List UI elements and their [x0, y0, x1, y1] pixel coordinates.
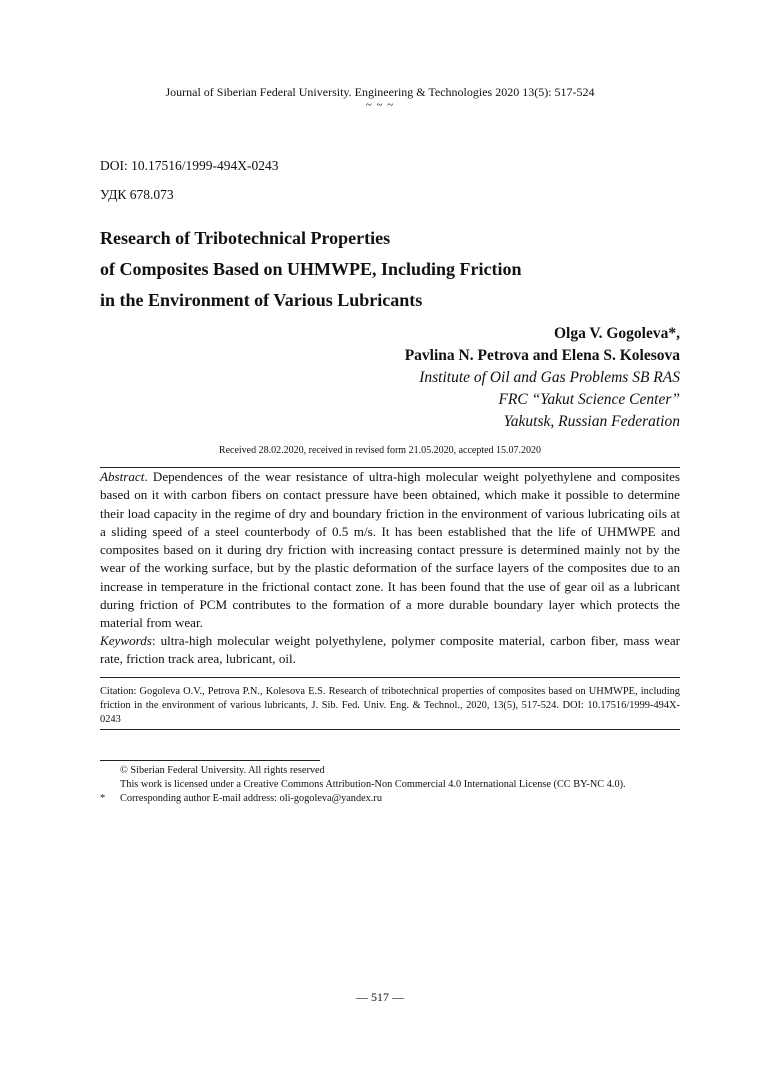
author-line: Olga V. Gogoleva*,: [553, 325, 680, 342]
affiliation-line: Institute of Oil and Gas Problems SB RAS: [419, 369, 680, 386]
title-line: Research of Tribotechnical Properties: [100, 228, 391, 248]
author-block: [405, 323, 680, 433]
asterisk-mark: *: [100, 793, 106, 805]
footnote-divider: [100, 760, 320, 761]
doi: DOI: 10.17516/1999-494X-0243: [100, 158, 279, 173]
author-line: Pavlina N. Petrova and Elena S. Kolesova: [404, 347, 680, 364]
journal-header: Journal of Siberian Federal University. Engineering & Technologies 2020 13(5): 517-524: [165, 85, 595, 99]
article-title: [100, 223, 522, 316]
keywords: [100, 632, 680, 669]
footnote-row: [100, 764, 700, 778]
affiliation-line: Yakutsk, Russian Federation: [503, 413, 680, 430]
license-notice: This work is licensed under a Creative Commons Attribution-Non Commercial 4.0 International License (CC BY-NC 4.0).: [120, 779, 626, 791]
affiliation-line: FRC “Yakut Science Center”: [498, 391, 680, 408]
citation: Citation: Gogoleva O.V., Petrova P.N., Kolesova E.S. Research of tribotechnical properties of composites based on UHMWPE, including friction in the environment of various lubricants, J. Sib. Fed. Univ. Eng. & Technol., 2020, 13(5), 517-524. DOI: 10.17516/1999-494X-0243: [100, 686, 680, 725]
received-dates: Received 28.02.2020, received in revised form 21.05.2020, accepted 15.07.2020: [218, 445, 542, 456]
corresponding-author: Corresponding author E-mail address: oli-gogoleva@yandex.ru: [120, 793, 382, 805]
copyright-notice: © Siberian Federal University. All rights reserved: [120, 765, 325, 776]
divider: [100, 729, 680, 730]
abstract-text: . Dependences of the wear resistance of ultra-high molecular weight polyethylene and composites based on it with carbon fibers on contact pressure have been obtained, which make it possible to determine their load capacity in the regime of dry and boundary friction in the environment of various lubricating oils at a sliding speed of a steel counterbody of 0.5 m/s. It has been established that the life of UHMWPE and composites based on it during dry friction with increasing contact pressure is determined mainly not by the wear of the working surface, but by the plastic deformation of the surface layers of the composites due to an increase in temperature in the frictional contact zone. It has been found that the use of gear oil as a lubricant during friction of PCM contributes to the formation of a more durable boundary layer which protects the material from wear.: [100, 469, 680, 631]
keywords-text: : ultra-high molecular weight polyethylene, polymer composite material, carbon fiber, mass wear rate, friction track area, lubricant, oil.: [100, 633, 680, 667]
divider: [100, 677, 680, 678]
udk-code: УДК 678.073: [100, 187, 174, 202]
footnote-row: [100, 778, 700, 792]
footnote-row: [100, 792, 700, 806]
header-ornament: ~ ~ ~: [365, 99, 395, 111]
keywords-label: Keywords: [100, 633, 152, 648]
title-line: of Composites Based on UHMWPE, Including Friction: [100, 259, 522, 279]
title-line: in the Environment of Various Lubricants: [100, 290, 423, 310]
abstract: [100, 468, 680, 633]
footnotes: [100, 764, 700, 807]
abstract-label: Abstract: [100, 469, 145, 484]
page-number: — 517 —: [356, 990, 404, 1004]
